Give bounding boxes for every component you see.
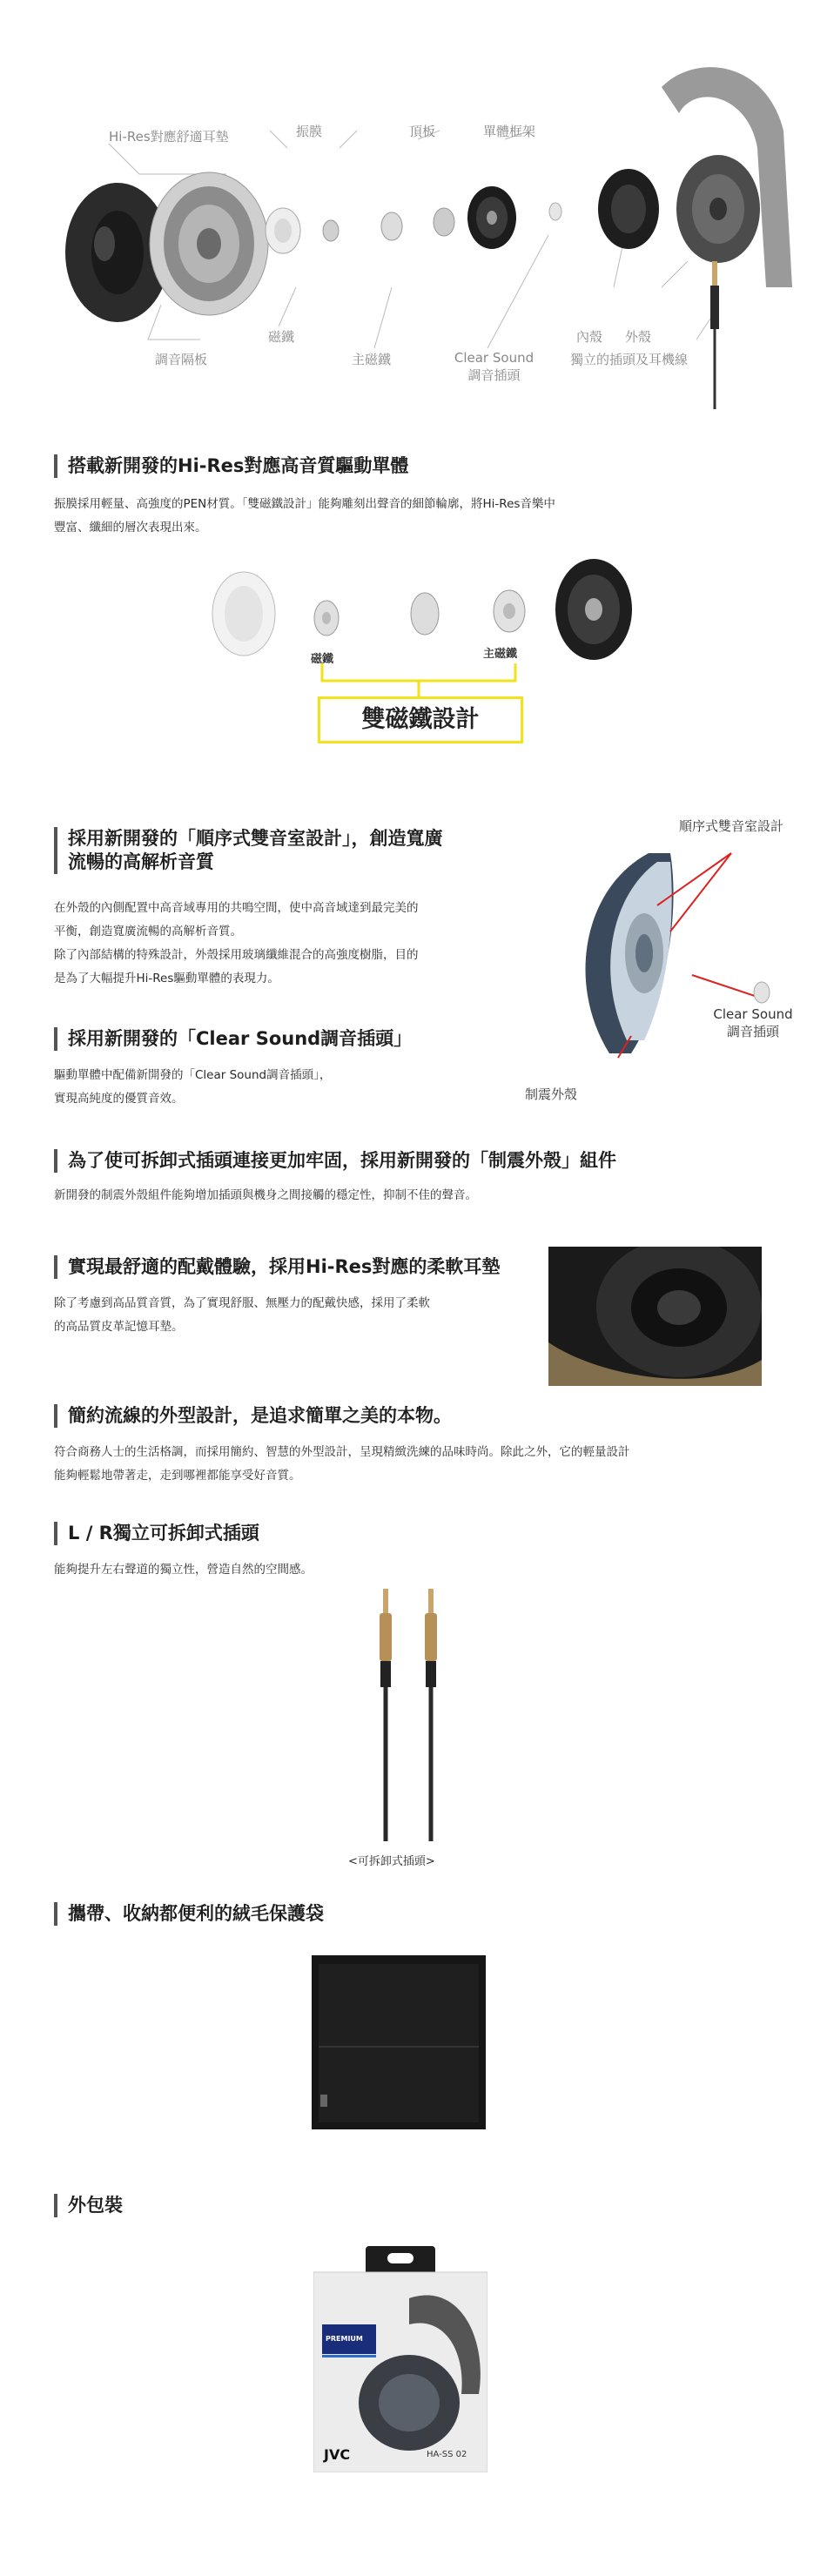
section-chamber-text-3: 除了內部結構的特殊設計，外殼採用玻璃纖維混合的高強度樹脂，目的	[54, 948, 419, 962]
section-package-title: 外包裝	[54, 2194, 123, 2217]
label-tuning-plate: 調音隔板	[155, 352, 208, 367]
pouch-photo-art	[312, 1955, 486, 2129]
section-design-text-2: 能夠輕鬆地帶著走，走到哪裡都能享受好音質。	[54, 1469, 301, 1483]
section-design-title: 簡約流線的外型設計，是追求簡單之美的本物。	[54, 1404, 452, 1428]
section-pouch-title: 攜帶、收納都便利的絨毛保護袋	[54, 1902, 324, 1926]
section-chamber-title-line2: 流暢的高解析音質	[68, 851, 214, 872]
section-chamber-title	[54, 827, 443, 874]
section-clear-sound-text-2: 實現高純度的優質音效。	[54, 1092, 184, 1106]
pouch-photo	[312, 1955, 486, 2129]
chamber-cutaway-art	[548, 836, 810, 1079]
label-connector: 獨立的插頭及耳機線	[570, 352, 689, 367]
section-driver-title: 搭載新開發的Hi-Res對應高音質驅動單體	[54, 454, 408, 478]
section-shell-title: 為了使可拆卸式插頭連接更加牢固，採用新開發的「制震外殼」組件	[54, 1149, 616, 1173]
section-chamber-text-2: 平衡，創造寬廣流暢的高解析音質。	[54, 925, 242, 938]
clear-sound-diagram-line1: Clear Sound	[713, 1006, 793, 1022]
exploded-view	[0, 0, 827, 409]
package-model-label: HA-SS 02	[427, 2450, 467, 2459]
label-magnet: 磁鐵	[268, 329, 295, 345]
double-magnet-bracket	[313, 663, 522, 698]
label-diaphragm: 振膜	[296, 124, 323, 139]
section-chamber-text-4: 是為了大幅提升Hi-Res驅動單體的表現力。	[54, 972, 279, 985]
package-photo	[313, 2246, 487, 2472]
label-earpad: Hi-Res對應舒適耳墊	[109, 129, 229, 145]
earpad-photo-art	[548, 1247, 762, 1386]
label-clear-sound-line2: 調音插頭	[467, 367, 521, 383]
package-brand-logo: JVC	[324, 2446, 351, 2463]
section-plug-text-1: 能夠提升左右聲道的獨立性，營造自然的空間感。	[54, 1563, 313, 1577]
driver-main-magnet-label: 主磁鐵	[483, 648, 518, 661]
earpad-photo	[548, 1247, 762, 1386]
section-earpad-title: 實現最舒適的配戴體驗，採用Hi-Res對應的柔軟耳墊	[54, 1255, 500, 1279]
detachable-plug-art	[348, 1589, 470, 1841]
driver-components-art	[192, 557, 635, 670]
package-premium-label: PREMIUM	[326, 2335, 363, 2343]
label-clear-sound-line1: Clear Sound	[454, 350, 535, 366]
damping-shell-diagram-label: 制震外殼	[525, 1086, 578, 1102]
clear-sound-diagram-line2: 調音插頭	[726, 1024, 779, 1039]
section-chamber-title-line1: 採用新開發的「順序式雙音室設計」，創造寬廣	[68, 828, 443, 849]
driver-magnet-label: 磁鐵	[311, 653, 334, 666]
label-frame: 單體框架	[483, 124, 536, 139]
section-driver-text-2: 豐富、纖細的層次表現出來。	[54, 521, 207, 535]
label-inner-shell: 內殼	[576, 329, 603, 345]
label-clear-sound	[444, 350, 544, 384]
section-driver-text-1: 振膜採用輕量、高強度的PEN材質。「雙磁鐵設計」能夠雕刻出聲音的細節輪廓，將Hi-Res音樂中	[54, 497, 555, 511]
section-design-text-1: 符合商務人士的生活格調，而採用簡約、智慧的外型設計，呈現精緻洗練的品味時尚。除此之外，它的輕量設計	[54, 1445, 630, 1459]
exploded-diagram-art	[0, 0, 827, 409]
label-main-magnet: 主磁鐵	[352, 352, 392, 367]
section-clear-sound-text-1: 驅動單體中配備新開發的「Clear Sound調音插頭」，	[54, 1068, 332, 1082]
chamber-diagram-label: 順序式雙音室設計	[679, 818, 784, 834]
label-top-plate: 頂板	[409, 124, 436, 139]
section-clear-sound-title: 採用新開發的「Clear Sound調音插頭」	[54, 1027, 412, 1051]
label-outer-shell: 外殼	[625, 329, 652, 345]
section-plug-title: L / R獨立可拆卸式插頭	[54, 1522, 259, 1545]
section-shell-text-1: 新開發的制震外殼組件能夠增加插頭與機身之間接觸的穩定性，抑制不佳的聲音。	[54, 1188, 477, 1202]
section-earpad-text-2: 的高品質皮革記憶耳墊。	[54, 1320, 184, 1334]
package-box-art	[313, 2246, 487, 2472]
section-chamber-text-1: 在外殼的內側配置中高音域專用的共鳴空間，使中高音域達到最完美的	[54, 901, 419, 915]
clear-sound-diagram-label	[696, 1006, 810, 1040]
double-magnet-box: 雙磁鐵設計	[318, 696, 523, 743]
plug-caption: <可拆卸式插頭>	[348, 1855, 435, 1868]
section-earpad-text-1: 除了考慮到高品質音質，為了實現舒服、無壓力的配戴快感，採用了柔軟	[54, 1296, 430, 1310]
